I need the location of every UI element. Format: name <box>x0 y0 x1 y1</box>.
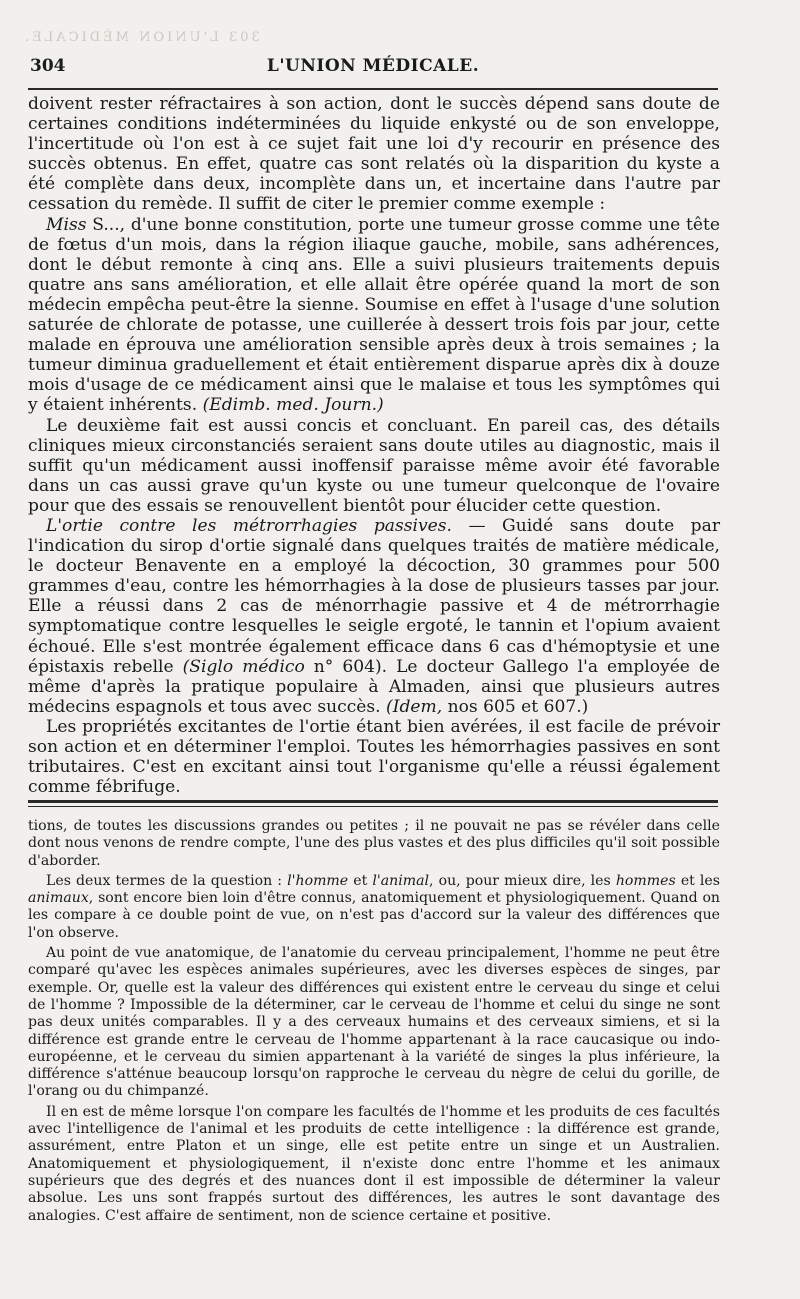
feuilleton-divider <box>28 800 718 807</box>
article-paragraph: Miss S..., d'une bonne constitution, porte une tumeur grosse comme une tête de fœtus d'un mois, dans la région iliaque gauche, mobile, sans adhérences, dont le début remonte à cinq ans. Elle a suivi plusieurs traitements depuis quatre ans sans amélioration, et elle allait être opérée quand la mort de son médecin empêcha peut-être la sienne. Soumise en effet à l'usage d'une solution saturée de chlorate de potasse, une cuillerée à dessert trois fois par jour, cette malade en éprouva une amélioration sensible après deux à trois semaines ; la tumeur diminua graduellement et était entièrement disparue après dix à douze mois d'usage de ce médicament ainsi que le malaise et tous les symptômes qui y étaient inhérents. (Edimb. med. Journ.) <box>28 214 720 416</box>
page-header <box>28 56 718 80</box>
feuilleton-paragraph: Au point de vue anatomique, de l'anatomie du cerveau principalement, l'homme ne peut être comparé qu'avec les espèces animales supérieures, avec les diverses espèces de singes, par exemple. Or, quelle est la valeur des différences qui existent entre le cerveau du singe et celui de l'homme ? Impossible de la déterminer, car le cerveau de l'homme et celui du singe ne sont pas deux unités comparables. Il y a des cerveaux humains et des cerveaux simiens, et si la différence est grande entre le cerveau de l'homme appartenant à la race caucasique ou indo-européenne, et le cerveau du simien appartenant à la variété de singes la plus inférieure, la différence s'atténue beaucoup lorsqu'on rapproche le cerveau du nègre de celui du gorille, de l'orang ou du chimpanzé. <box>28 945 720 1100</box>
article-paragraph: doivent rester réfractaires à son action, dont le succès dépend sans doute de certaines conditions indéterminées du liquide enkysté ou de son enveloppe, l'incertitude où l'on est à ce sujet fait une loi d'y recourir en présence des succès obtenus. En effet, quatre cas sont relatés où la disparition du kyste a été complète dans deux, incomplète dans un, et incertaine dans l'autre par cessation du remède. Il suffit de citer le premier comme exemple : <box>28 94 720 215</box>
bleed-through-text: 303 L'UNION MÉDICALE. <box>22 30 260 45</box>
article-column <box>28 94 720 797</box>
feuilleton-paragraph: Il en est de même lorsque l'on compare les facultés de l'homme et les produits de ces facultés avec l'intelligence de l'animal et les produits de cette intelligence : la différence est grande, assurément, entre Platon et un singe, elle est petite entre un singe et un Australien. Anatomiquement et physiologiquement, il n'existe donc entre l'homme et les animaux supérieurs que des degrés et des nuances dont il est impossible de déterminer la valeur absolue. Les uns sont frappés surtout des différences, les autres le sont davantage des analogies. C'est affaire de sentiment, non de science certaine et positive. <box>28 1103 720 1224</box>
article-paragraph: L'ortie contre les métrorrhagies passives. — Guidé sans doute par l'indication du sirop d'ortie signalé dans quelques traités de matière médicale, le docteur Benavente en a employé la décoction, 30 grammes pour 500 grammes d'eau, contre les hémorrhagies à la dose de plusieurs tasses par jour. Elle a réussi dans 2 cas de ménorrhagie passive et 4 de métrorrhagie symptomatique contre lesquelles le seigle ergoté, le tannin et l'opium avaient échoué. Elle s'est montrée également efficace dans 6 cas d'hémoptysie et une épistaxis rebelle (Siglo médico n° 604). Le docteur Gallego l'a employée de même d'après la pratique populaire à Almaden, ainsi que plusieurs autres médecins espagnols et tous avec succès. (Idem, nos 605 et 607.) <box>28 515 720 717</box>
section-heading: L'ortie contre les métrorrhagies passives. <box>46 515 452 536</box>
header-rule <box>28 88 718 90</box>
feuilleton-paragraph: Les deux termes de la question : l'homme et l'animal, ou, pour mieux dire, les hommes et les animaux, sont encore bien loin d'être connus, anatomiquement et physiologiquement. Quand on les compare à ce double point de vue, on n'est pas d'accord sur la valeur des différences que l'on observe. <box>28 872 720 941</box>
feuilleton-paragraph: tions, de toutes les discussions grandes ou petites ; il ne pouvait ne pas se révéler dans celle dont nous venons de rendre compte, l'une des plus vastes et des plus difficiles qu'il soit possible d'aborder. <box>28 818 720 869</box>
source-citation: (Siglo médico <box>182 656 305 677</box>
article-paragraph: Les propriétés excitantes de l'ortie étant bien avérées, il est facile de prévoir son action et en déterminer l'emploi. Toutes les hémorrhagies passives en sont tributaires. C'est en excitant ainsi tout l'organisme qu'elle a réussi également comme fébrifuge. <box>28 716 720 798</box>
patient-name: Miss <box>46 214 87 235</box>
feuilleton-column <box>28 818 720 1225</box>
source-citation: (Idem, <box>386 696 443 717</box>
article-paragraph: Le deuxième fait est aussi concis et concluant. En pareil cas, des détails cliniques mieux circonstanciés seraient sans doute utiles au diagnostic, mais il suffit qu'un médicament aussi inoffensif paraisse même avoir été favorable dans un cas aussi grave qu'un kyste ou une tumeur quelconque de l'ovaire pour que des essais se renouvellent bientôt pour élucider cette question. <box>28 415 720 516</box>
running-title: L'UNION MÉDICALE. <box>266 56 480 76</box>
source-citation: (Edimb. med. Journ.) <box>202 395 384 416</box>
page-number: 304 <box>30 56 66 76</box>
